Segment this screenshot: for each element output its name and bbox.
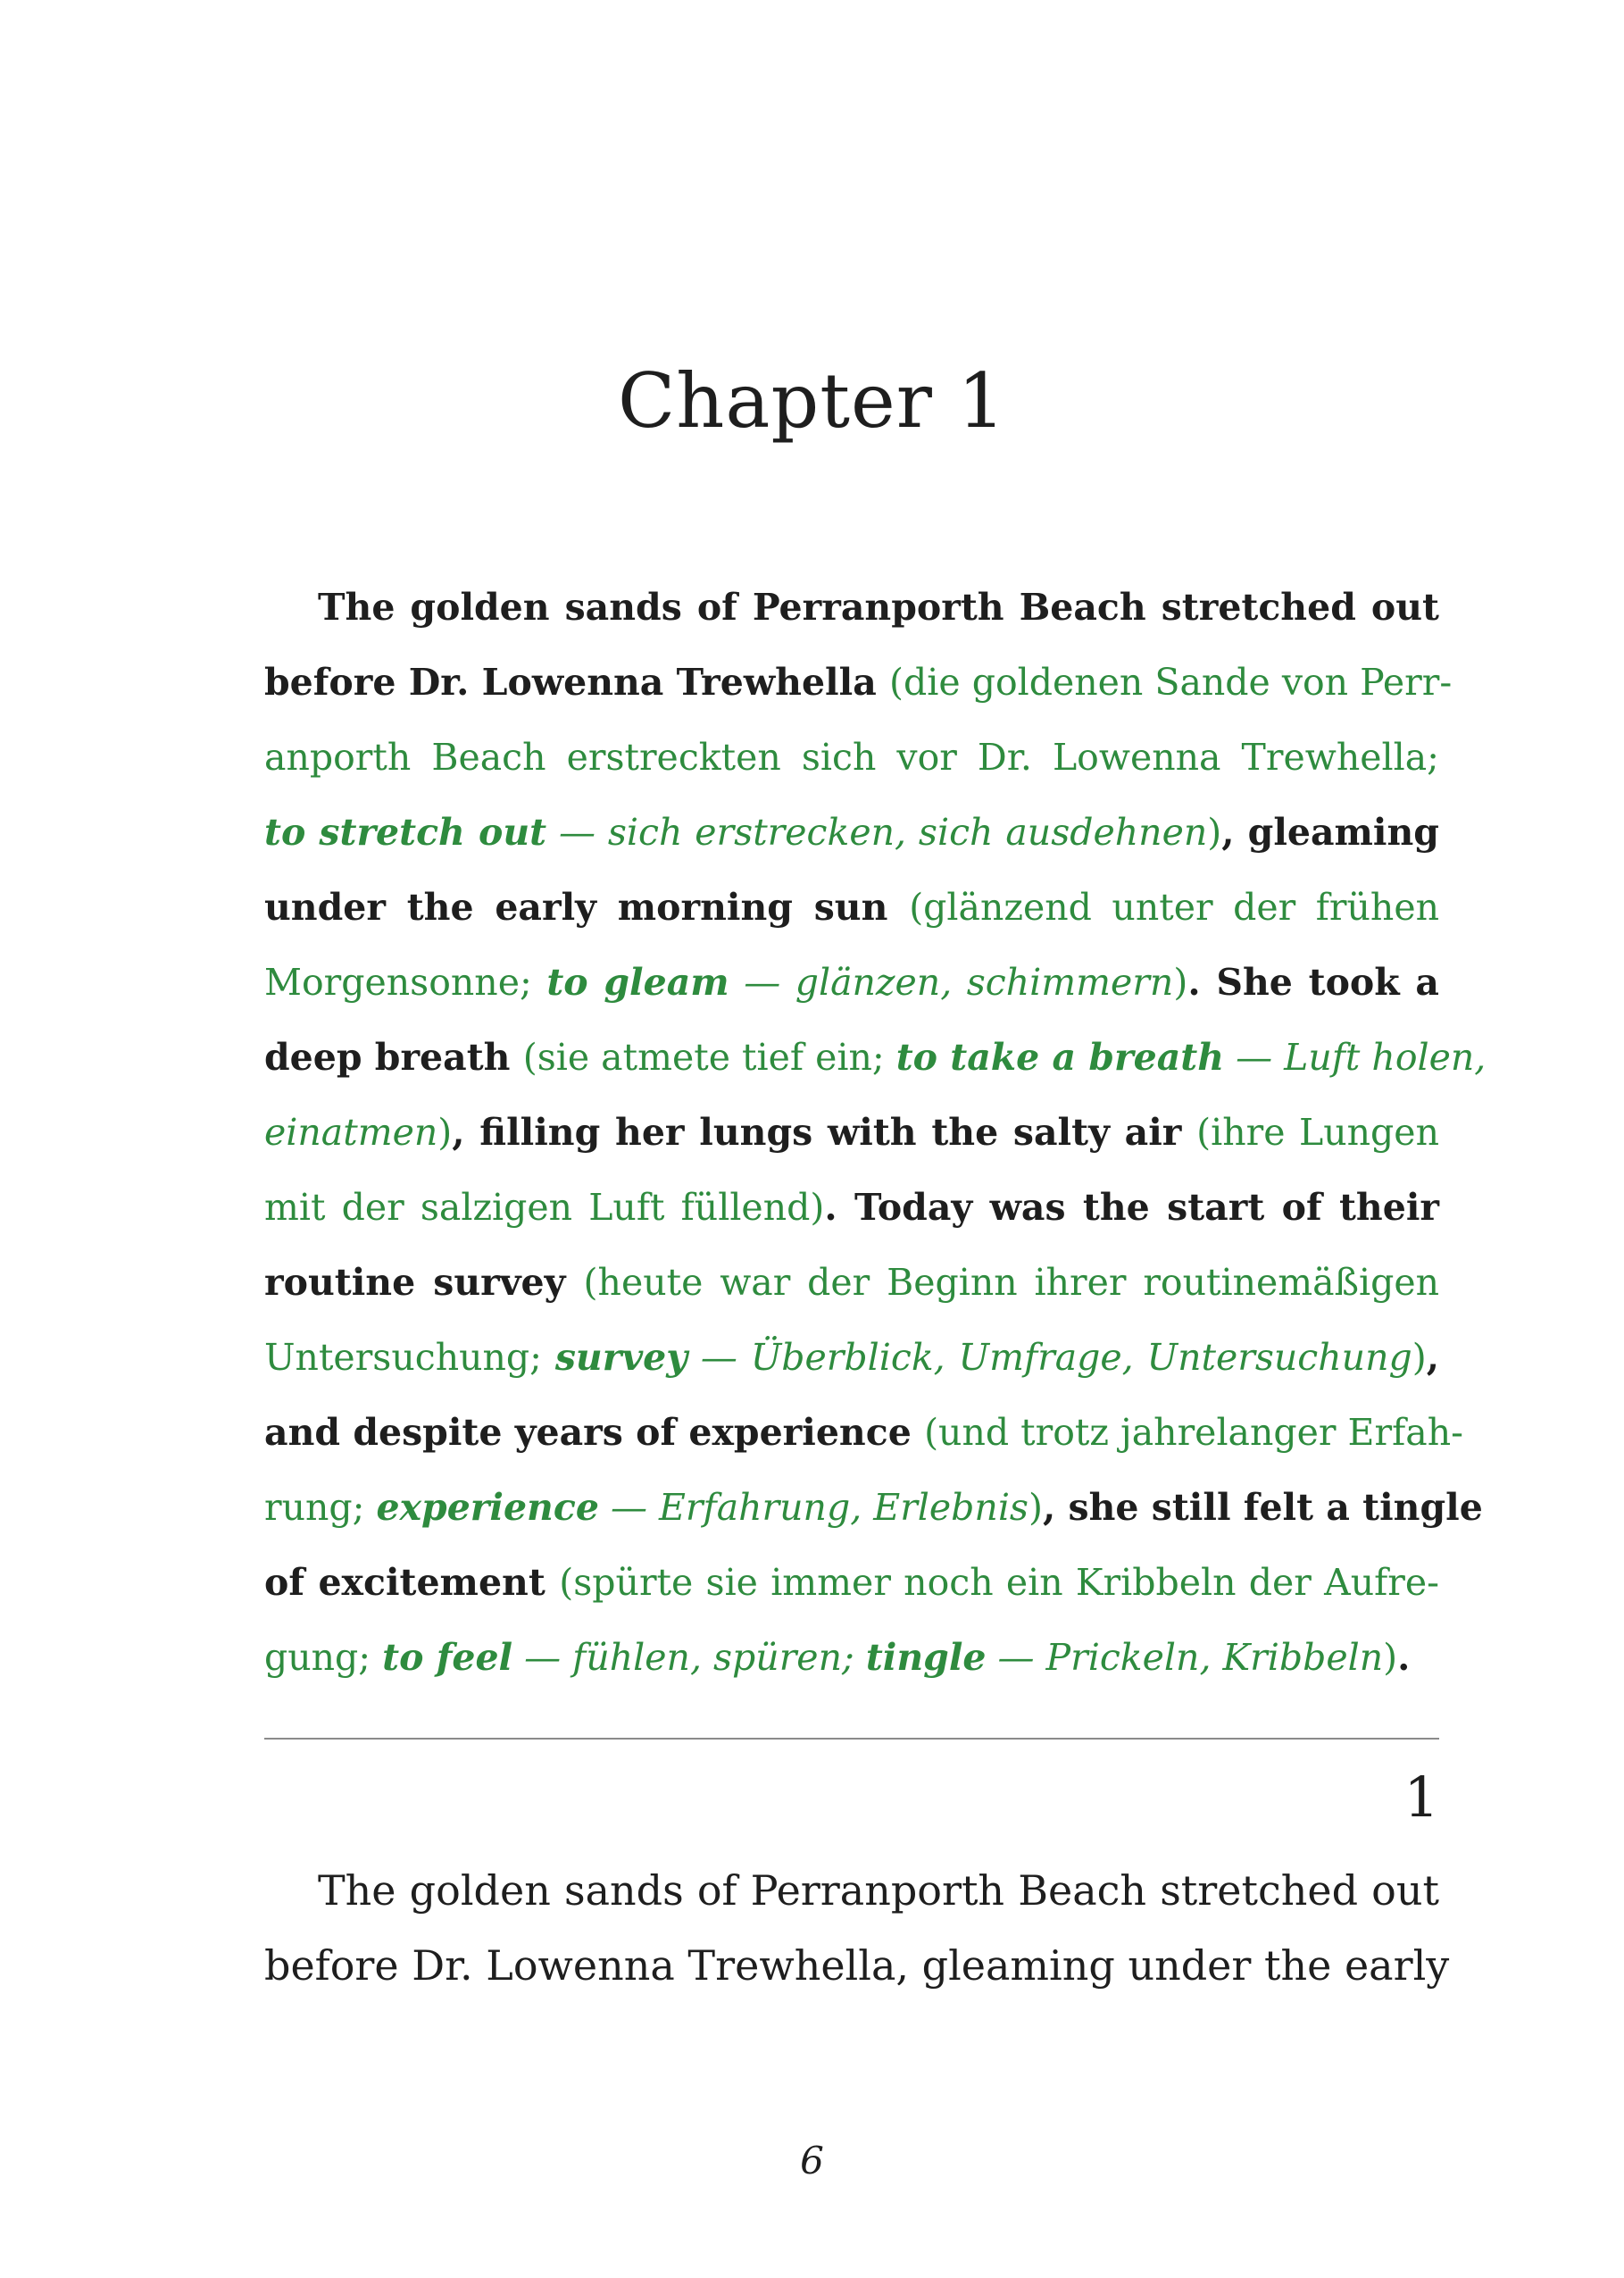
text-line <box>264 1470 1483 1545</box>
section-number: 1 <box>1403 1765 1439 1830</box>
german-gloss: ) <box>437 1111 453 1154</box>
text-line: before Dr. Lowenna Trewhella, gleaming under the early <box>264 1941 1450 1990</box>
german-gloss: anporth Beach erstreckten sich vor Dr. Lowenna Trewhella; <box>264 736 1439 779</box>
german-gloss: ) <box>1207 811 1222 854</box>
german-gloss: to take a breath <box>895 1036 1225 1079</box>
german-gloss: — Luft holen, <box>1224 1036 1487 1079</box>
german-gloss: gung; <box>264 1636 383 1679</box>
english-text: , she still felt a tingle <box>1042 1486 1483 1529</box>
german-gloss: to feel <box>382 1636 513 1679</box>
english-text: . <box>1397 1636 1411 1679</box>
text-line <box>264 1320 1439 1395</box>
german-gloss: ) <box>1028 1486 1043 1529</box>
english-text: of excitement <box>264 1561 560 1604</box>
german-gloss: — fühlen, spüren; <box>512 1636 866 1679</box>
german-gloss: (heute war der Beginn ihrer routinemäßigen <box>583 1261 1440 1304</box>
english-text: and despite years of experience <box>264 1411 925 1454</box>
english-text: routine survey <box>264 1261 584 1304</box>
text-line <box>264 1170 1439 1245</box>
bilingual-paragraph <box>264 570 1487 1695</box>
text-line <box>264 645 1453 720</box>
page-number: 6 <box>800 2139 824 2182</box>
german-gloss: tingle <box>865 1636 987 1679</box>
german-gloss: survey <box>554 1336 688 1379</box>
text-line <box>264 720 1439 795</box>
english-text: under the early morning sun <box>264 886 910 929</box>
german-gloss: Morgensonne; <box>264 961 547 1004</box>
text-line <box>264 945 1439 1020</box>
text-line: The golden sands of Perranporth Beach stretched out <box>318 1866 1439 1915</box>
text-line <box>264 1245 1439 1320</box>
english-text: . Today was the start of their <box>824 1186 1440 1229</box>
german-gloss: to gleam <box>546 961 729 1004</box>
text-line <box>264 1095 1439 1170</box>
text-line <box>264 570 1439 645</box>
english-text: deep breath <box>264 1036 523 1079</box>
german-gloss: ) <box>1383 1636 1398 1679</box>
chapter-title: Chapter 1 <box>618 357 1006 445</box>
german-gloss: — sich erstrecken, sich ausdehnen <box>546 811 1208 854</box>
german-gloss: (spürte sie immer noch ein Kribbeln der Aufre- <box>559 1561 1439 1604</box>
text-line <box>264 870 1439 945</box>
english-text: . She took a <box>1187 961 1439 1004</box>
plain-paragraph <box>264 1853 1450 2003</box>
text-line <box>264 1545 1439 1620</box>
german-gloss: (die goldenen Sande von Perr- <box>889 661 1453 704</box>
german-gloss: to stretch out <box>264 811 547 854</box>
english-text: before Dr. Lowenna Trewhella <box>264 661 890 704</box>
german-gloss: ) <box>1173 961 1188 1004</box>
german-gloss: (ihre Lungen <box>1196 1111 1439 1154</box>
german-gloss: — glänzen, schimmern <box>729 961 1174 1004</box>
english-text: , filling her lungs with the salty air <box>452 1111 1197 1154</box>
german-gloss: ) <box>1412 1336 1427 1379</box>
german-gloss: (und trotz jahrelanger Erfah- <box>924 1411 1463 1454</box>
german-gloss: mit der salzigen Luft füllend) <box>264 1186 825 1229</box>
german-gloss: Untersuchung; <box>264 1336 555 1379</box>
german-gloss: — Überblick, Umfrage, Untersuchung <box>687 1336 1412 1379</box>
german-gloss: (glänzend unter der frühen <box>909 886 1439 929</box>
german-gloss: experience <box>376 1486 599 1529</box>
german-gloss: — Prickeln, Kribbeln <box>986 1636 1384 1679</box>
text-line <box>264 1395 1463 1470</box>
english-text: , <box>1426 1336 1439 1379</box>
german-gloss: (sie atmete tief ein; <box>522 1036 896 1079</box>
text-line <box>264 1020 1487 1095</box>
text-line <box>264 795 1439 870</box>
text-line <box>264 1620 1439 1695</box>
english-text: The golden sands of Perranporth Beach stretched out <box>318 586 1439 629</box>
german-gloss: rung; <box>264 1486 377 1529</box>
german-gloss: einatmen <box>264 1111 438 1154</box>
section-divider <box>264 1738 1439 1740</box>
german-gloss: — Erfahrung, Erlebnis <box>598 1486 1029 1529</box>
english-text: , gleaming <box>1221 811 1439 854</box>
